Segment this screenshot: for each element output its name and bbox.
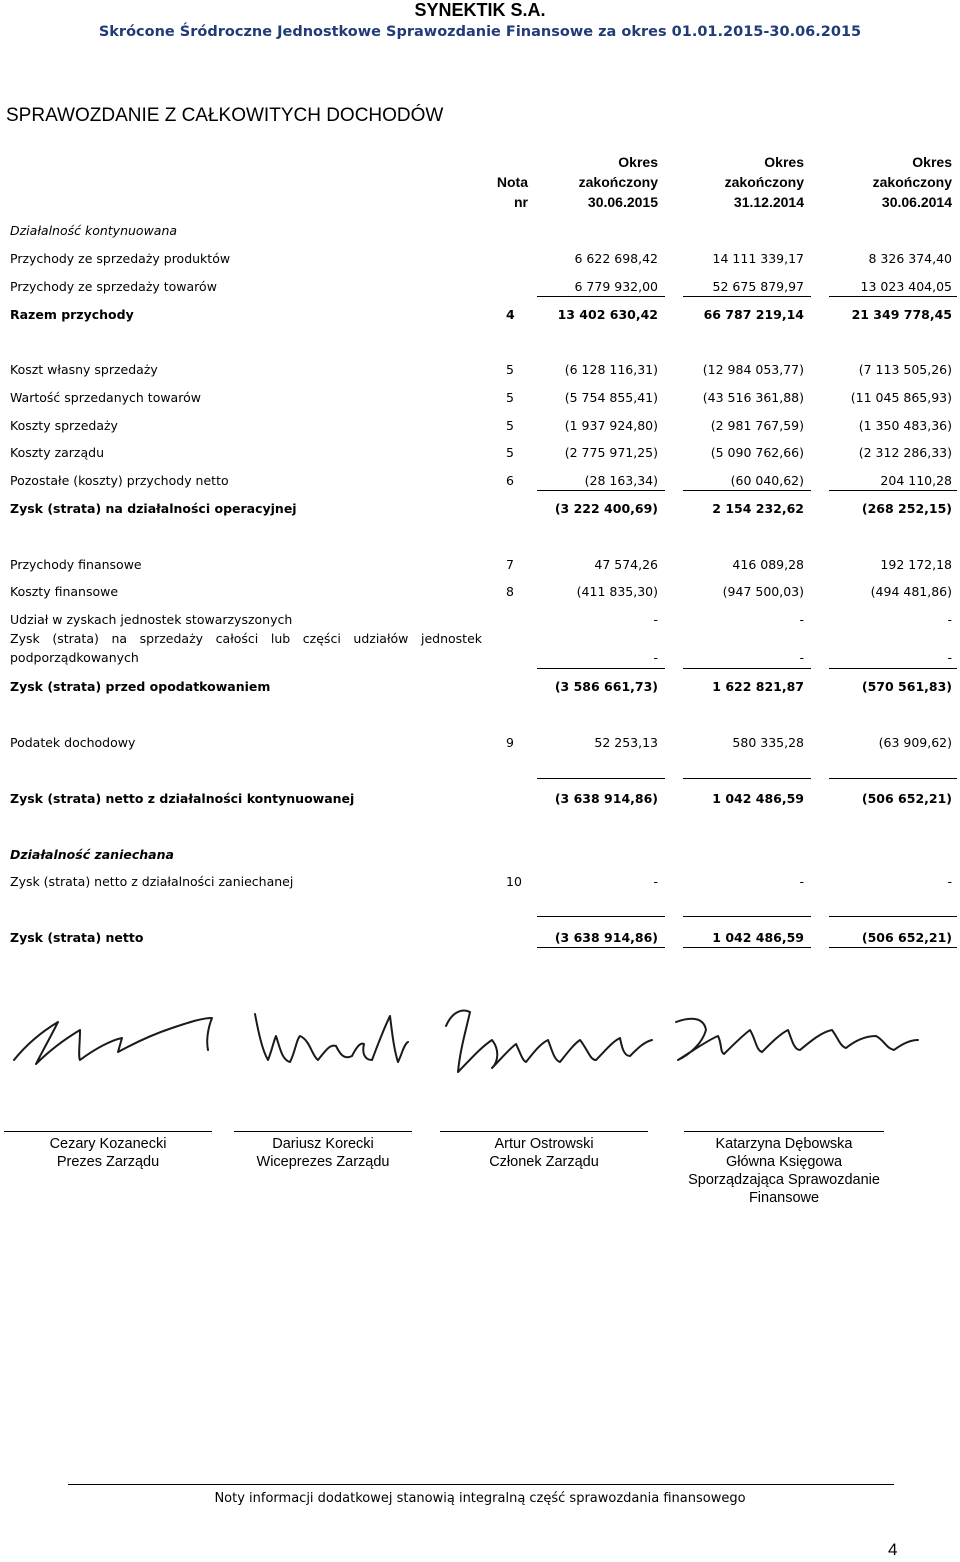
column-header-line: zakończony bbox=[578, 174, 658, 190]
table-row bbox=[0, 629, 960, 669]
sum-underline bbox=[683, 296, 811, 297]
cell-2014-jun: (506 652,21) bbox=[861, 930, 952, 945]
row-label: Zysk (strata) netto z działalności kontynuowanej bbox=[10, 791, 355, 806]
cell-2015: 6 779 932,00 bbox=[574, 279, 658, 294]
table-row bbox=[0, 277, 960, 297]
row-note: 5 bbox=[506, 390, 514, 405]
table-row-total bbox=[0, 499, 960, 519]
row-label: Koszty sprzedaży bbox=[10, 418, 118, 433]
row-note: 5 bbox=[506, 445, 514, 460]
section-heading bbox=[0, 221, 960, 241]
signature-line bbox=[684, 1131, 884, 1132]
sum-underline bbox=[537, 296, 665, 297]
cell-2014-dec: (2 981 767,59) bbox=[710, 418, 804, 433]
cell-2015: - bbox=[653, 650, 658, 665]
column-header-2015 bbox=[558, 152, 658, 212]
row-note: 5 bbox=[506, 362, 514, 377]
column-header-line: 31.12.2014 bbox=[733, 194, 804, 210]
cell-2014-dec: - bbox=[799, 650, 804, 665]
row-label: Zysk (strata) na działalności operacyjnej bbox=[10, 501, 297, 516]
table-row-total bbox=[0, 305, 960, 325]
signatory-role: Wiceprezes Zarządu bbox=[256, 1154, 390, 1170]
table-row bbox=[0, 555, 960, 575]
row-label: Wartość sprzedanych towarów bbox=[10, 390, 201, 405]
table-row bbox=[0, 582, 960, 602]
row-label: Koszty finansowe bbox=[10, 584, 119, 599]
sum-underline bbox=[829, 490, 957, 491]
cell-2015: (1 937 924,80) bbox=[564, 418, 658, 433]
row-label: Zysk (strata) na sprzedaży całości lub części udziałów jednostek bbox=[10, 631, 482, 646]
cell-2014-dec: - bbox=[799, 874, 804, 889]
column-header-line: zakończony bbox=[724, 174, 804, 190]
cell-2014-jun: (7 113 505,26) bbox=[858, 362, 952, 377]
cell-2014-dec: 2 154 232,62 bbox=[712, 501, 804, 516]
cell-2015: 13 402 630,42 bbox=[557, 307, 658, 322]
section-heading-label: Działalność zaniechana bbox=[10, 847, 174, 862]
cell-2014-jun: - bbox=[947, 612, 952, 627]
section-heading-label: Działalność kontynuowana bbox=[10, 223, 178, 238]
table-row bbox=[0, 872, 960, 892]
cell-2014-jun: 13 023 404,05 bbox=[860, 279, 952, 294]
signatory-role: Prezes Zarządu bbox=[56, 1154, 160, 1170]
cell-2015: (3 222 400,69) bbox=[554, 501, 658, 516]
column-header-line: Okres bbox=[764, 154, 804, 170]
signatory-block bbox=[222, 1135, 424, 1171]
table-row bbox=[0, 471, 960, 491]
row-label: Koszt własny sprzedaży bbox=[10, 362, 158, 377]
cell-2014-jun: - bbox=[947, 650, 952, 665]
cell-2015: (5 754 855,41) bbox=[564, 390, 658, 405]
signatory-role: Główna Księgowa bbox=[725, 1154, 843, 1170]
cell-2014-dec: 416 089,28 bbox=[732, 557, 804, 572]
sum-underline bbox=[537, 778, 665, 779]
cell-2014-jun: 192 172,18 bbox=[880, 557, 952, 572]
signatures-area bbox=[0, 1000, 960, 1090]
sum-underline bbox=[683, 490, 811, 491]
cell-2014-jun: (268 252,15) bbox=[861, 501, 952, 516]
row-label: Przychody ze sprzedaży produktów bbox=[10, 251, 231, 266]
cell-2014-jun: (494 481,86) bbox=[870, 584, 952, 599]
row-note: 10 bbox=[506, 874, 522, 889]
signatory-block bbox=[440, 1135, 648, 1171]
table-row bbox=[0, 416, 960, 436]
sum-underline bbox=[683, 668, 811, 669]
nota-header bbox=[480, 172, 528, 212]
cell-2014-jun: (1 350 483,36) bbox=[858, 418, 952, 433]
table-row bbox=[0, 249, 960, 269]
signature-line bbox=[4, 1131, 212, 1132]
cell-2014-jun: 21 349 778,45 bbox=[851, 307, 952, 322]
handwritten-signature-icon bbox=[255, 1014, 408, 1062]
sum-underline bbox=[829, 668, 957, 669]
cell-2014-dec: 52 675 879,97 bbox=[712, 279, 804, 294]
cell-2014-dec: 1 042 486,59 bbox=[712, 930, 804, 945]
sum-underline bbox=[829, 778, 957, 779]
page-number: 4 bbox=[888, 1540, 898, 1559]
cell-2014-jun: (506 652,21) bbox=[861, 791, 952, 806]
cell-2015: (2 775 971,25) bbox=[564, 445, 658, 460]
row-note: 6 bbox=[506, 473, 514, 488]
column-header-2014-jun bbox=[852, 152, 952, 212]
table-row-total bbox=[0, 677, 960, 697]
cell-2014-jun: (570 561,83) bbox=[861, 679, 952, 694]
double-underline bbox=[683, 947, 811, 948]
cell-2014-dec: 1 622 821,87 bbox=[712, 679, 804, 694]
row-note: 5 bbox=[506, 418, 514, 433]
handwritten-signature-icon bbox=[446, 1011, 652, 1072]
signatory-name: Cezary Kozanecki bbox=[49, 1136, 167, 1152]
row-label: Zysk (strata) przed opodatkowaniem bbox=[10, 679, 271, 694]
column-header-2014-dec bbox=[704, 152, 804, 212]
footer-note: Noty informacji dodatkowej stanowią integralną część sprawozdania finansowego bbox=[214, 1491, 746, 1506]
cell-2015: (411 835,30) bbox=[576, 584, 658, 599]
table-row bbox=[0, 388, 960, 408]
column-header-line: 30.06.2015 bbox=[587, 194, 658, 210]
cell-2014-dec: - bbox=[799, 612, 804, 627]
handwritten-signature-icon bbox=[14, 1018, 212, 1064]
cell-2015: 52 253,13 bbox=[594, 735, 658, 750]
signatory-name: Artur Ostrowski bbox=[494, 1136, 594, 1152]
section-heading bbox=[0, 845, 960, 865]
column-header-line: 30.06.2014 bbox=[881, 194, 952, 210]
signatory-block bbox=[664, 1135, 904, 1207]
cell-2014-jun: (11 045 865,93) bbox=[850, 390, 952, 405]
cell-2014-dec: 66 787 219,14 bbox=[703, 307, 804, 322]
cell-2015: (28 163,34) bbox=[584, 473, 658, 488]
cell-2014-dec: (12 984 053,77) bbox=[702, 362, 804, 377]
signatory-name: Katarzyna Dębowska bbox=[715, 1136, 853, 1152]
report-subtitle: Skrócone Śródroczne Jednostkowe Sprawozdanie Finansowe za okres 01.01.2015-30.06.2015 bbox=[98, 24, 862, 40]
handwritten-signature-icon bbox=[676, 1019, 918, 1060]
signature-line bbox=[440, 1131, 648, 1132]
sum-underline bbox=[683, 778, 811, 779]
table-row bbox=[0, 733, 960, 753]
row-note: 9 bbox=[506, 735, 514, 750]
signature-line bbox=[234, 1131, 412, 1132]
sum-underline bbox=[829, 296, 957, 297]
row-label: Zysk (strata) netto bbox=[10, 930, 144, 945]
row-label: Zysk (strata) netto z działalności zaniechanej bbox=[10, 874, 294, 889]
sum-underline bbox=[537, 668, 665, 669]
signatory-block bbox=[4, 1135, 212, 1171]
row-label: Udział w zyskach jednostek stowarzyszonych bbox=[10, 612, 293, 627]
cell-2015: - bbox=[653, 612, 658, 627]
table-row-total bbox=[0, 928, 960, 948]
signatory-role: Członek Zarządu bbox=[489, 1154, 599, 1170]
cell-2015: (6 128 116,31) bbox=[564, 362, 658, 377]
cell-2015: 6 622 698,42 bbox=[574, 251, 658, 266]
cell-2014-dec: 580 335,28 bbox=[732, 735, 804, 750]
row-label: Przychody finansowe bbox=[10, 557, 142, 572]
cell-2015: (3 586 661,73) bbox=[554, 679, 658, 694]
signatory-name: Dariusz Korecki bbox=[272, 1136, 374, 1152]
signatory-role: Sporządzająca Sprawozdanie bbox=[688, 1172, 880, 1188]
company-name: SYNEKTIK S.A. bbox=[414, 0, 546, 20]
cell-2014-jun: 204 110,28 bbox=[880, 473, 952, 488]
table-row bbox=[0, 360, 960, 380]
row-note: 7 bbox=[506, 557, 514, 572]
cell-2014-dec: (60 040,62) bbox=[730, 473, 804, 488]
nota-header-line: nr bbox=[514, 194, 528, 210]
cell-2015: (3 638 914,86) bbox=[554, 791, 658, 806]
sum-underline bbox=[829, 916, 957, 917]
row-label-continued: podporządkowanych bbox=[10, 650, 139, 665]
column-header-line: Okres bbox=[618, 154, 658, 170]
cell-2014-dec: 1 042 486,59 bbox=[712, 791, 804, 806]
row-note: 4 bbox=[506, 307, 515, 322]
column-header-line: Okres bbox=[912, 154, 952, 170]
row-label: Koszty zarządu bbox=[10, 445, 105, 460]
table-row bbox=[0, 610, 960, 630]
sum-underline bbox=[683, 916, 811, 917]
footer-rule bbox=[68, 1484, 894, 1485]
row-label: Pozostałe (koszty) przychody netto bbox=[10, 473, 229, 488]
sum-underline bbox=[537, 916, 665, 917]
cell-2014-dec: 14 111 339,17 bbox=[712, 251, 804, 266]
sum-underline bbox=[537, 490, 665, 491]
row-note: 8 bbox=[506, 584, 514, 599]
table-row bbox=[0, 443, 960, 463]
cell-2014-jun: 8 326 374,40 bbox=[868, 251, 952, 266]
cell-2014-jun: (63 909,62) bbox=[878, 735, 952, 750]
cell-2014-dec: (5 090 762,66) bbox=[710, 445, 804, 460]
row-label: Przychody ze sprzedaży towarów bbox=[10, 279, 217, 294]
cell-2014-jun: (2 312 286,33) bbox=[858, 445, 952, 460]
signatory-role: Finansowe bbox=[748, 1190, 820, 1206]
column-header-line: zakończony bbox=[872, 174, 952, 190]
cell-2015: - bbox=[653, 874, 658, 889]
double-underline bbox=[829, 947, 957, 948]
row-label: Podatek dochodowy bbox=[10, 735, 136, 750]
cell-2015: (3 638 914,86) bbox=[554, 930, 658, 945]
nota-header-line: Nota bbox=[496, 174, 528, 190]
table-row-total bbox=[0, 789, 960, 809]
cell-2014-dec: (43 516 361,88) bbox=[702, 390, 804, 405]
cell-2014-jun: - bbox=[947, 874, 952, 889]
cell-2015: 47 574,26 bbox=[594, 557, 658, 572]
double-underline bbox=[537, 947, 665, 948]
page-title: SPRAWOZDANIE Z CAŁKOWITYCH DOCHODÓW bbox=[6, 105, 444, 126]
cell-2014-dec: (947 500,03) bbox=[722, 584, 804, 599]
row-label: Razem przychody bbox=[10, 307, 134, 322]
